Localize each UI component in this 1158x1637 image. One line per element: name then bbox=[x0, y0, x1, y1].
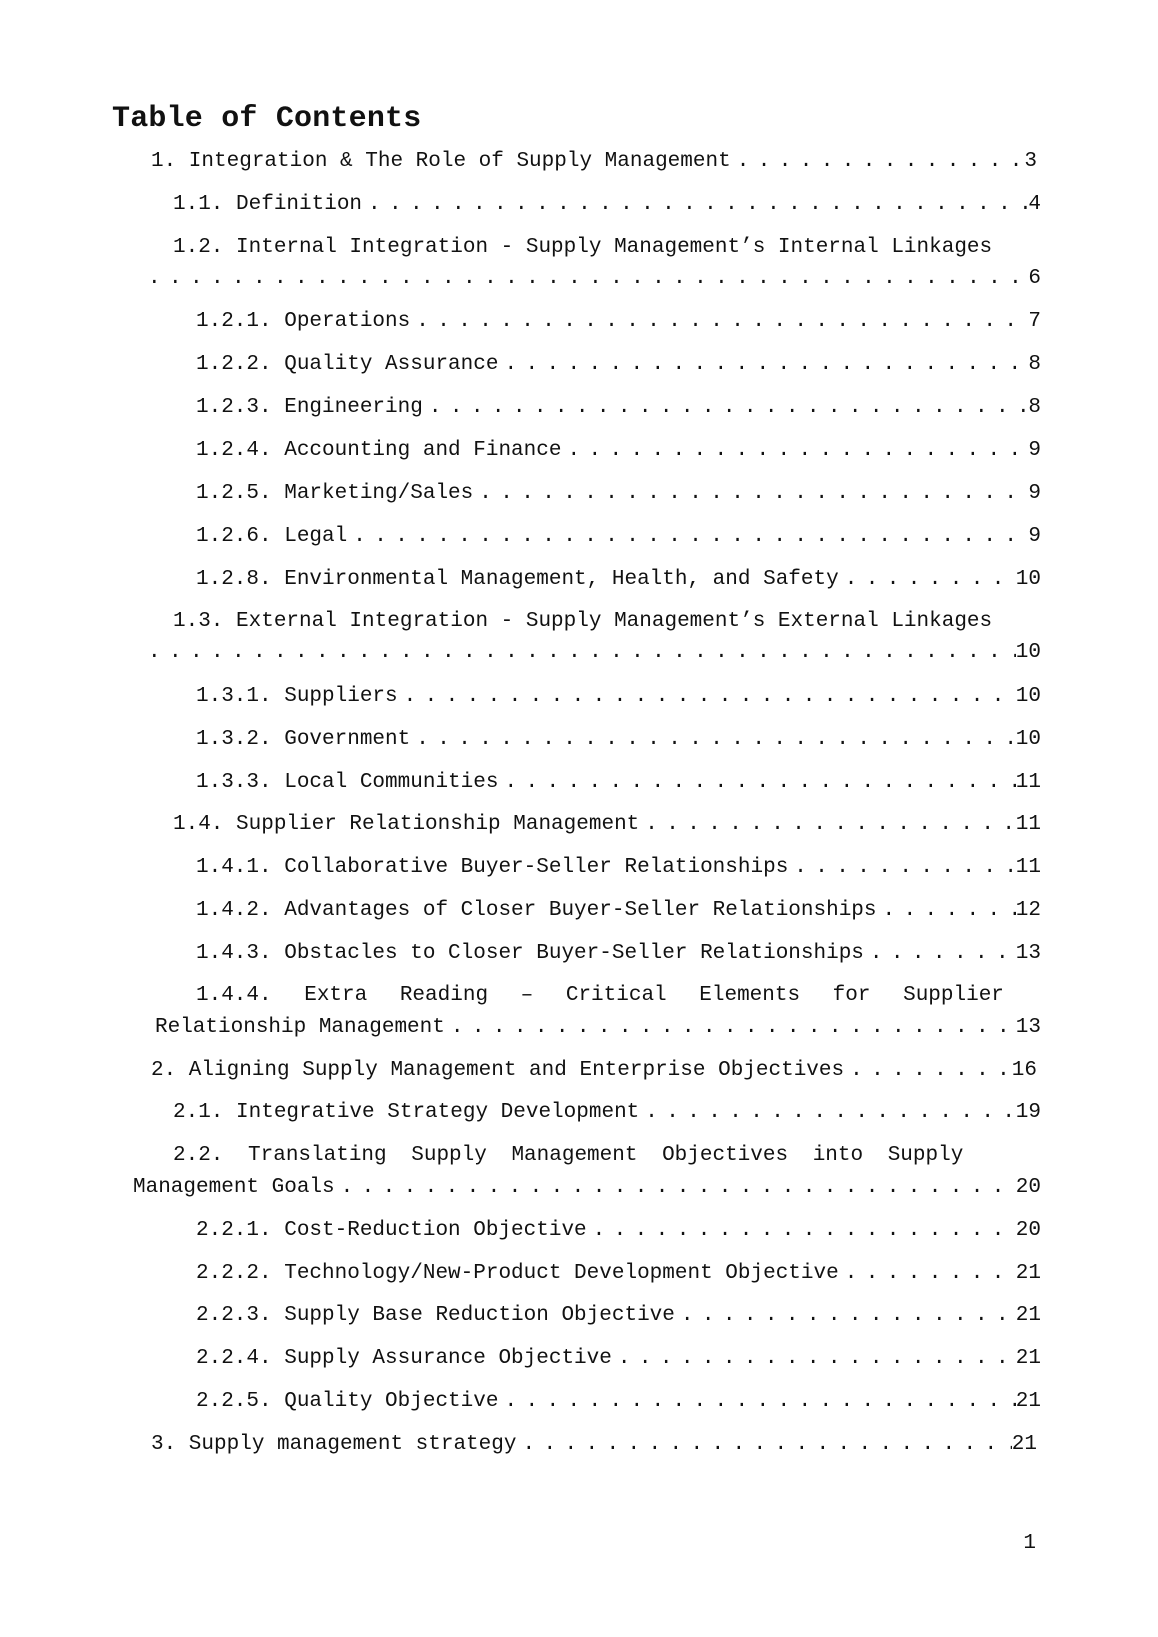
toc-entry-label: 1.4.1. Collaborative Buyer-Seller Relationships bbox=[196, 856, 789, 879]
toc-entry-continuation[interactable] bbox=[155, 1012, 1041, 1044]
toc-entry[interactable] bbox=[151, 1055, 1037, 1087]
toc-entry-page: 9 bbox=[1028, 439, 1041, 462]
toc-leader-dots bbox=[335, 1172, 1016, 1204]
toc-leader-dots bbox=[587, 1215, 1016, 1247]
toc-leader-dots bbox=[675, 1300, 1016, 1332]
toc-entry-page: 21 bbox=[1011, 1433, 1037, 1456]
toc-entry[interactable] bbox=[196, 767, 1041, 799]
toc-entry-continuation[interactable] bbox=[148, 637, 1041, 669]
toc-entry-label: 3. Supply management strategy bbox=[151, 1433, 517, 1456]
toc-entry-page: 10 bbox=[1015, 641, 1041, 664]
toc-entry-label: 2.2.2. Technology/New-Product Development Objective bbox=[196, 1262, 839, 1285]
toc-leader-dots bbox=[148, 263, 1028, 295]
toc-entry[interactable] bbox=[196, 724, 1041, 756]
toc-entry-label: 1. Integration & The Role of Supply Management bbox=[151, 150, 731, 173]
toc-entry-label: 1.4.4. Extra Reading – Critical Elements for Supplier bbox=[196, 984, 1004, 1007]
toc-entry[interactable] bbox=[196, 349, 1041, 381]
toc-entry-label: 1.2.8. Environmental Management, Health, and Safety bbox=[196, 568, 839, 591]
toc-entry[interactable] bbox=[196, 1386, 1041, 1418]
toc-leader-dots bbox=[473, 478, 1028, 510]
toc-entry[interactable] bbox=[196, 306, 1041, 338]
toc-leader-dots bbox=[561, 435, 1028, 467]
toc-entry-page: 21 bbox=[1015, 1262, 1041, 1285]
toc-entry-page: 11 bbox=[1015, 813, 1041, 836]
toc-entry[interactable] bbox=[173, 809, 1041, 841]
toc-leader-dots bbox=[498, 1386, 1015, 1418]
toc-entry-label: 2.1. Integrative Strategy Development bbox=[173, 1101, 640, 1124]
toc-entry-page: 19 bbox=[1015, 1101, 1041, 1124]
toc-entry-page: 21 bbox=[1015, 1390, 1041, 1413]
toc-leader-dots bbox=[839, 1258, 1016, 1290]
toc-entry-label: Relationship Management bbox=[155, 1016, 445, 1039]
toc-leader-dots bbox=[639, 1097, 1016, 1129]
toc-entry-label: 2.2. Translating Supply Management Objectives into Supply bbox=[173, 1144, 964, 1167]
toc-entry[interactable] bbox=[151, 1429, 1037, 1461]
toc-entry-label: 1.2.1. Operations bbox=[196, 310, 411, 333]
toc-entry-page: 20 bbox=[1015, 1176, 1041, 1199]
toc-leader-dots bbox=[839, 564, 1016, 596]
toc-entry[interactable] bbox=[196, 1215, 1041, 1247]
toc-leader-dots bbox=[445, 1012, 1016, 1044]
toc-entry-page: 13 bbox=[1015, 942, 1041, 965]
page-number: 1 bbox=[1023, 1532, 1036, 1555]
toc-entry-label: 1.4.3. Obstacles to Closer Buyer-Seller Relationships bbox=[196, 942, 864, 965]
toc-entry-label: 2. Aligning Supply Management and Enterprise Objectives bbox=[151, 1059, 845, 1082]
toc-entry[interactable] bbox=[196, 564, 1041, 596]
toc-entry-label: 1.3.2. Government bbox=[196, 728, 411, 751]
toc-entry-label: Management Goals bbox=[133, 1176, 335, 1199]
toc-entry[interactable] bbox=[196, 1258, 1041, 1290]
toc-leader-dots bbox=[362, 189, 1028, 221]
toc-entry-continuation[interactable] bbox=[133, 1172, 1041, 1204]
toc-entry-label: 1.1. Definition bbox=[173, 193, 363, 216]
toc-entry-page: 20 bbox=[1015, 1219, 1041, 1242]
toc-entry-page: 11 bbox=[1015, 856, 1041, 879]
toc-entry-label: 1.2.5. Marketing/Sales bbox=[196, 482, 474, 505]
toc-entry[interactable] bbox=[196, 392, 1041, 424]
toc-entry-wrapped[interactable] bbox=[173, 1140, 1021, 1172]
toc-entry-page: 11 bbox=[1015, 771, 1041, 794]
toc-leader-dots bbox=[731, 146, 1025, 178]
toc-entry[interactable] bbox=[196, 938, 1041, 970]
toc-entry-label: 1.2.4. Accounting and Finance bbox=[196, 439, 562, 462]
toc-entry-page: 21 bbox=[1015, 1347, 1041, 1370]
toc-leader-dots bbox=[788, 852, 1015, 884]
toc-leader-dots bbox=[498, 349, 1028, 381]
toc-entry-page: 9 bbox=[1028, 482, 1041, 505]
toc-entry[interactable] bbox=[196, 478, 1041, 510]
toc-entry[interactable] bbox=[196, 435, 1041, 467]
toc-leader-dots bbox=[398, 681, 1016, 713]
toc-entry[interactable] bbox=[173, 1097, 1041, 1129]
toc-leader-dots bbox=[423, 392, 1029, 424]
toc-entry-continuation[interactable] bbox=[148, 263, 1041, 295]
toc-leader-dots bbox=[410, 306, 1028, 338]
toc-entry-wrapped[interactable] bbox=[173, 232, 1041, 264]
toc-entry-page: 10 bbox=[1015, 568, 1041, 591]
toc-leader-dots bbox=[498, 767, 1015, 799]
toc-leader-dots bbox=[410, 724, 1016, 756]
toc-entry-page: 8 bbox=[1028, 353, 1041, 376]
toc-entry[interactable] bbox=[196, 681, 1041, 713]
toc-entry-page: 10 bbox=[1015, 728, 1041, 751]
toc-title: Table of Contents bbox=[112, 102, 422, 136]
toc-leader-dots bbox=[864, 938, 1016, 970]
toc-entry-label: 2.2.1. Cost-Reduction Objective bbox=[196, 1219, 587, 1242]
toc-leader-dots bbox=[148, 637, 1016, 669]
toc-entry-label: 2.2.3. Supply Base Reduction Objective bbox=[196, 1304, 675, 1327]
toc-entry[interactable] bbox=[196, 521, 1041, 553]
toc-entry-page: 13 bbox=[1015, 1016, 1041, 1039]
toc-entry-page: 6 bbox=[1028, 267, 1041, 290]
toc-entry-label: 1.3. External Integration - Supply Management’s External Linkages bbox=[173, 610, 993, 633]
toc-entry-label: 1.3.3. Local Communities bbox=[196, 771, 499, 794]
toc-entry-page: 3 bbox=[1024, 150, 1037, 173]
toc-leader-dots bbox=[877, 895, 1016, 927]
toc-leader-dots bbox=[516, 1429, 1011, 1461]
toc-entry[interactable] bbox=[196, 852, 1041, 884]
toc-entry[interactable] bbox=[196, 1343, 1041, 1375]
toc-entry-label: 2.2.5. Quality Objective bbox=[196, 1390, 499, 1413]
toc-entry-page: 16 bbox=[1011, 1059, 1037, 1082]
toc-entry-wrapped[interactable] bbox=[196, 980, 1035, 1012]
toc-entry-page: 10 bbox=[1015, 685, 1041, 708]
toc-entry-label: 1.2.2. Quality Assurance bbox=[196, 353, 499, 376]
toc-entry-label: 1.4.2. Advantages of Closer Buyer-Seller Relationships bbox=[196, 899, 877, 922]
toc-entry-page: 8 bbox=[1028, 396, 1041, 419]
toc-entry[interactable] bbox=[196, 895, 1041, 927]
toc-leader-dots bbox=[347, 521, 1028, 553]
toc-leader-dots bbox=[612, 1343, 1016, 1375]
toc-entry-label: 1.2.3. Engineering bbox=[196, 396, 423, 419]
toc-leader-dots bbox=[844, 1055, 1012, 1087]
toc-entry-wrapped[interactable] bbox=[173, 606, 1041, 638]
toc-entry[interactable] bbox=[196, 1300, 1041, 1332]
toc-leader-dots bbox=[639, 809, 1016, 841]
toc-entry-page: 4 bbox=[1028, 193, 1041, 216]
toc-entry-label: 1.2.6. Legal bbox=[196, 525, 348, 548]
toc-entry-label: 1.4. Supplier Relationship Management bbox=[173, 813, 640, 836]
toc-entry-page: 21 bbox=[1015, 1304, 1041, 1327]
toc-entry-page: 9 bbox=[1028, 525, 1041, 548]
toc-entry-label: 2.2.4. Supply Assurance Objective bbox=[196, 1347, 612, 1370]
toc-entry[interactable] bbox=[173, 189, 1041, 221]
toc-entry-label: 1.3.1. Suppliers bbox=[196, 685, 398, 708]
toc-entry-label: 1.2. Internal Integration - Supply Management’s Internal Linkages bbox=[173, 236, 993, 259]
toc-entry[interactable] bbox=[151, 146, 1037, 178]
toc-entry-page: 12 bbox=[1015, 899, 1041, 922]
toc-entry-page: 7 bbox=[1028, 310, 1041, 333]
